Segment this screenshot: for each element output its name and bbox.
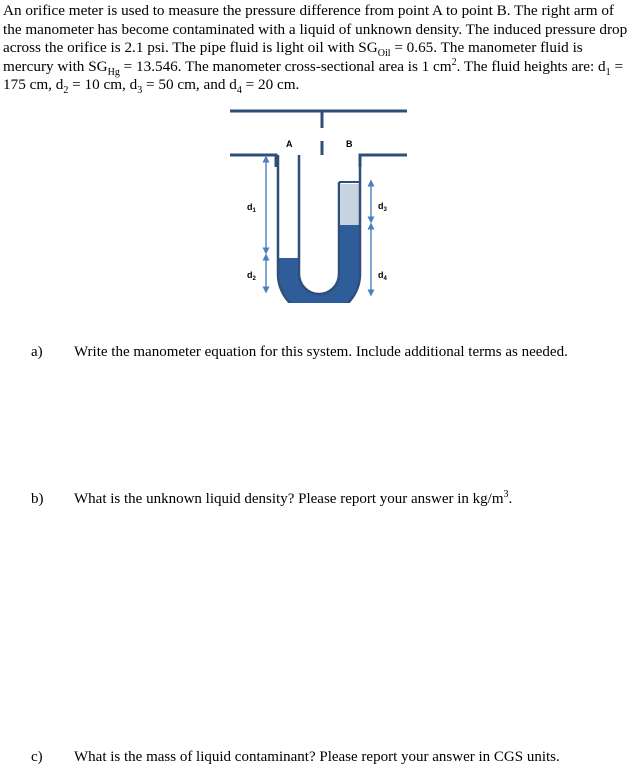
problem-statement	[3, 2, 629, 95]
pipe-bottom-wall-right	[360, 155, 407, 167]
d1-label: $d_1$	[247, 202, 256, 214]
area-superscript: 2	[451, 56, 457, 68]
d4-label: $d_4$	[378, 270, 387, 282]
d1-subscript: 1	[605, 66, 611, 78]
question-c-text: What is the mass of liquid contaminant? Please report your answer in CGS units.	[74, 749, 560, 765]
d2-subscript: 2	[63, 85, 69, 97]
question-b-label: b)	[31, 491, 44, 507]
problem-text-7: = 50 cm, and d	[142, 76, 237, 94]
hg-subscript: Hg	[107, 66, 120, 78]
question-b-text	[74, 490, 512, 508]
problem-text-4: . The fluid heights are: d	[456, 57, 606, 75]
problem-text-3: = 13.546. The manometer cross-sectional area is 1 cm	[119, 57, 452, 75]
contaminant-liquid	[341, 184, 359, 225]
question-a-text: Write the manometer equation for this system. Include additional terms as needed.	[74, 344, 568, 360]
manometer-diagram	[226, 108, 411, 303]
question-c-label: c)	[31, 749, 43, 765]
d3-label: $d_3$	[378, 201, 387, 213]
problem-text-2: = 0.65. The manometer fluid is mercury with SG	[3, 39, 583, 75]
mercury-fluid	[279, 225, 360, 303]
problem-text-5: = 175 cm, d	[3, 57, 624, 94]
point-a-label: A	[286, 139, 293, 149]
pipe-bottom-wall-left	[230, 155, 276, 167]
problem-text-8: = 20 cm.	[241, 76, 300, 94]
question-b-end: .	[508, 491, 513, 507]
question-b-superscript: 3	[503, 489, 509, 500]
d3-subscript: 3	[137, 85, 143, 97]
point-b-label: B	[346, 139, 353, 149]
u-tube-inner-wall	[299, 155, 339, 294]
problem-text-6: = 10 cm, d	[68, 76, 138, 94]
question-b-main: What is the unknown liquid density? Please report your answer in kg/m	[74, 491, 504, 507]
d4-subscript: 4	[236, 85, 242, 97]
question-a-label: a)	[31, 344, 43, 360]
oil-subscript: Oil	[377, 48, 391, 60]
problem-text-1: An orifice meter is used to measure the pressure difference from point A to point B. The right arm of the manometer has become contaminated with a liquid of unknown density. The induced pressure drop across the orifice is 2.1 psi. The pipe fluid is light oil with SG	[3, 2, 628, 57]
d2-label: $d_2$	[247, 270, 256, 282]
